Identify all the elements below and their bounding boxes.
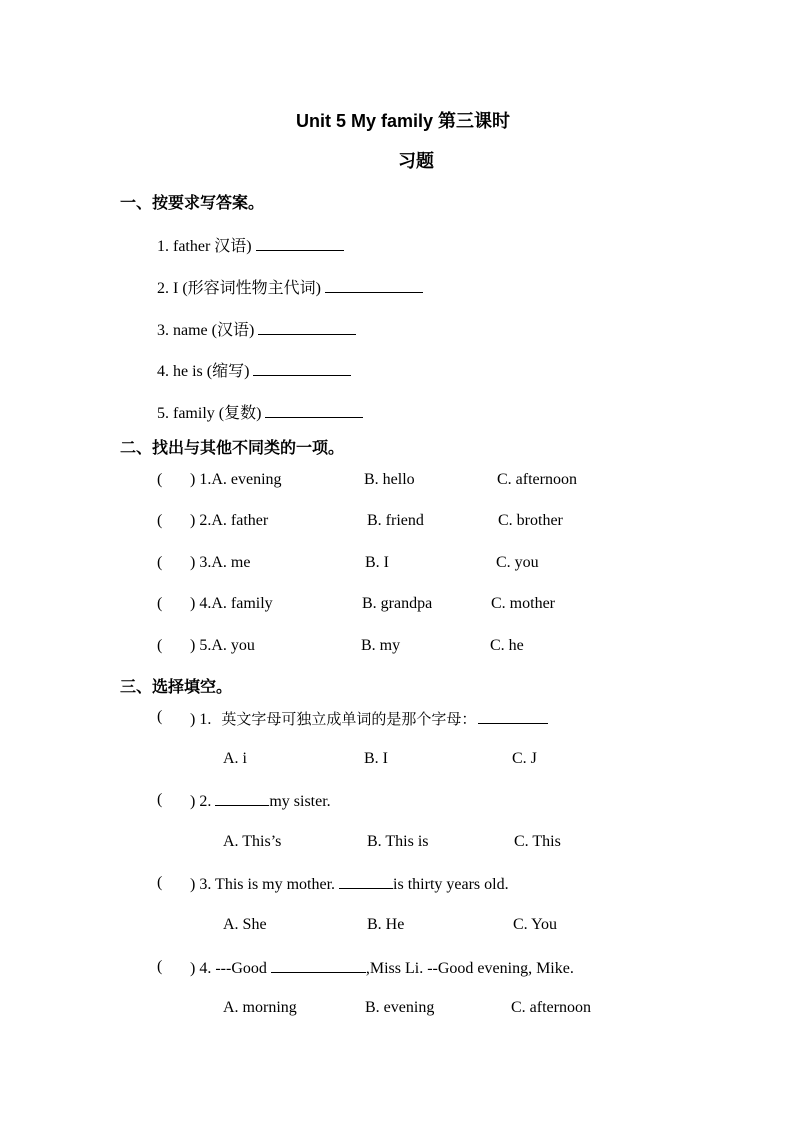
s3-paren[interactable]: ( [157, 874, 163, 891]
s2-q2-c: C. brother [498, 512, 563, 529]
s1-item-4 [157, 358, 351, 381]
s2-q1-a: ) 1.A. evening [190, 471, 282, 488]
s2-paren[interactable]: ( [157, 471, 163, 488]
s2-paren[interactable]: ( [157, 637, 163, 654]
s2-q3-a: ) 3.A. me [190, 554, 251, 571]
s2-q5-b: B. my [361, 637, 401, 654]
s3-q4-num: ) 4. [190, 960, 212, 977]
s3-q3-text-before: This is my mother. [215, 876, 336, 893]
s2-paren[interactable]: ( [157, 512, 163, 529]
s2-q5-c: C. he [490, 637, 524, 654]
s1-item-5-text: 5. family (复数) [157, 405, 262, 422]
s2-q4-a: ) 4.A. family [190, 595, 273, 612]
s2-paren[interactable]: ( [157, 554, 163, 571]
section2-heading: 二、找出与其他不同类的一项。 [120, 438, 345, 457]
s3-q1-option-a[interactable]: A. i [223, 750, 247, 767]
s1-item-5 [157, 400, 363, 423]
section1-heading: 一、按要求写答案。 [120, 193, 265, 212]
s2-q2-a: ) 2.A. father [190, 512, 269, 529]
s1-item-1 [157, 233, 344, 256]
s2-q1-b: B. hello [364, 471, 415, 488]
s1-item-4-text: 4. he is (缩写) [157, 363, 250, 380]
s2-q5-a: ) 5.A. you [190, 637, 255, 654]
answer-blank[interactable] [215, 791, 269, 806]
s3-q1-text: 英文字母可独立成单词的是那个字母： [221, 710, 477, 728]
section3-heading: 三、选择填空。 [120, 677, 233, 696]
s1-item-2-text: 2. I (形容词性物主代词) [157, 280, 321, 297]
s2-q4-b: B. grandpa [362, 595, 433, 612]
s1-item-1-text: 1. father 汉语) [157, 238, 252, 255]
s3-q1-option-c[interactable]: C. J [512, 750, 537, 767]
s3-q2-option-c[interactable]: C. This [514, 833, 561, 850]
s3-q3-option-b[interactable]: B. He [367, 916, 405, 933]
s3-paren[interactable]: ( [157, 708, 163, 725]
answer-blank[interactable] [478, 709, 548, 724]
s3-paren[interactable]: ( [157, 958, 163, 975]
s3-q3-option-a[interactable]: A. She [223, 916, 267, 933]
answer-blank[interactable] [258, 320, 356, 335]
s3-q2-option-a[interactable]: A. This’s [223, 833, 282, 850]
s2-q3-c: C. you [496, 554, 539, 571]
s3-q1 [190, 708, 548, 729]
s2-q1-c: C. afternoon [497, 471, 577, 488]
page-subtitle: 习题 [398, 151, 434, 171]
s3-q4-option-a[interactable]: A. morning [223, 999, 297, 1016]
s2-q3-b: B. I [365, 554, 389, 571]
answer-blank[interactable] [253, 361, 351, 376]
page-title: Unit 5 My family 第三课时 [296, 111, 511, 131]
s3-q1-option-b[interactable]: B. I [364, 750, 388, 767]
s3-q2-text: my sister. [269, 793, 331, 810]
s3-q1-num: ) 1. [190, 711, 212, 728]
s3-q2-option-b[interactable]: B. This is [367, 833, 429, 850]
s2-q4-c: C. mother [491, 595, 555, 612]
answer-blank[interactable] [265, 403, 363, 418]
s3-q4-option-c[interactable]: C. afternoon [511, 999, 591, 1016]
s1-item-3-text: 3. name (汉语) [157, 322, 255, 339]
s3-q3-text-after: is thirty years old. [393, 876, 509, 893]
s3-q3-num: ) 3. [190, 876, 212, 893]
s3-q4 [190, 958, 574, 978]
s1-item-3 [157, 317, 356, 340]
s2-paren[interactable]: ( [157, 595, 163, 612]
answer-blank[interactable] [256, 236, 344, 251]
s3-paren[interactable]: ( [157, 791, 163, 808]
s1-item-2 [157, 275, 423, 298]
answer-blank[interactable] [325, 278, 423, 293]
s3-q2 [190, 791, 331, 811]
answer-blank[interactable] [339, 874, 393, 889]
s3-q4-text-after: ,Miss Li. --Good evening, Mike. [365, 960, 574, 977]
answer-blank[interactable] [271, 958, 366, 973]
s3-q3 [190, 874, 509, 894]
s3-q2-num: ) 2. [190, 793, 212, 810]
s3-q4-option-b[interactable]: B. evening [365, 999, 435, 1016]
s3-q4-text-before: ---Good [215, 960, 267, 977]
s3-q3-option-c[interactable]: C. You [513, 916, 558, 933]
s2-q2-b: B. friend [367, 512, 424, 529]
